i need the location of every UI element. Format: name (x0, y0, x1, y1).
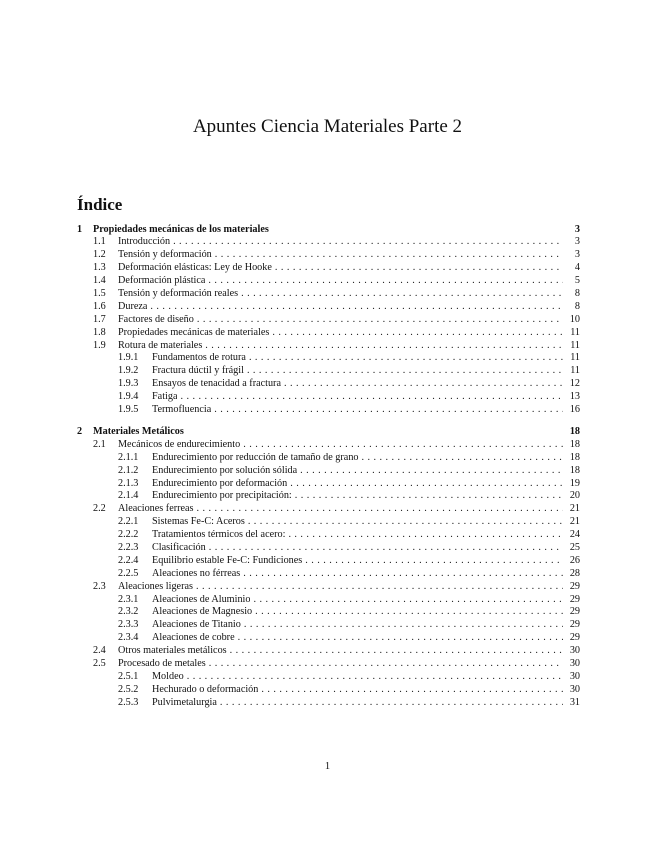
toc-dot-leader (209, 658, 563, 671)
toc-dot-leader (209, 542, 563, 555)
toc-dot-leader (220, 697, 563, 710)
toc-section-entry[interactable] (77, 439, 580, 452)
toc-subsection-entry[interactable] (77, 478, 580, 491)
toc-subsection-entry[interactable] (77, 555, 580, 568)
toc-entry-number: 1.6 (93, 300, 106, 312)
toc-entry-number: 2.2.1 (118, 516, 139, 528)
toc-entry-page: 20 (569, 490, 580, 502)
toc-entry-number: 2.5.3 (118, 696, 139, 708)
toc-entry-number: 2.2.2 (118, 529, 139, 541)
toc-section-entry[interactable] (77, 658, 580, 671)
toc-entry-label: Aleaciones de cobre (152, 632, 235, 644)
toc-dot-leader (214, 404, 563, 417)
toc-dot-leader (300, 465, 563, 478)
toc-entry-label: Endurecimiento por deformación (152, 477, 288, 489)
toc-entry-page: 18 (569, 438, 580, 450)
toc-dot-leader (249, 352, 563, 365)
toc-entry-label: Clasificación (152, 542, 206, 554)
toc-dot-leader (230, 645, 563, 658)
toc-chapter-2-block (77, 426, 580, 710)
toc-dot-leader (284, 378, 563, 391)
toc-entry-page: 4 (574, 262, 580, 274)
toc-entry-page: 16 (569, 403, 580, 415)
toc-entry-number: 1.4 (93, 275, 106, 287)
toc-entry-label: Tensión y deformación reales (118, 287, 239, 299)
toc-dot-leader (248, 516, 563, 529)
toc-entry-number: 2.3 (93, 580, 106, 592)
toc-section-entry[interactable] (77, 581, 580, 594)
toc-dot-leader (288, 529, 563, 542)
toc-entry-label: Dureza (118, 300, 148, 312)
toc-dot-leader (173, 236, 563, 249)
toc-subsection-entry[interactable] (77, 684, 580, 697)
toc-section-entry[interactable] (77, 301, 580, 314)
toc-entry-number: 2.1.2 (118, 464, 139, 476)
toc-subsection-entry[interactable] (77, 365, 580, 378)
toc-entry-page: 3 (574, 236, 580, 248)
toc-entry-label: Pulvimetalurgia (152, 696, 217, 708)
toc-dot-leader (275, 262, 563, 275)
toc-entry-label: Aleaciones no férreas (152, 567, 241, 579)
toc-entry-page: 5 (574, 275, 580, 287)
toc-heading: Índice (77, 195, 123, 214)
toc-entry-number: 1.9.4 (118, 391, 139, 403)
toc-entry-number: 1.3 (93, 262, 106, 274)
toc-section-entry[interactable] (77, 327, 580, 340)
toc-entry-page: 29 (569, 593, 580, 605)
toc-dot-leader (241, 288, 563, 301)
toc-entry-page: 24 (569, 529, 580, 541)
toc-subsection-entry[interactable] (77, 594, 580, 607)
toc-entry-label: Endurecimiento por precipitación: (152, 490, 292, 502)
toc-entry-label: Aleaciones de Aluminio (152, 593, 251, 605)
toc-entry-page: 29 (569, 632, 580, 644)
toc-entry-label: Endurecimiento por solución sólida (152, 464, 298, 476)
toc-subsection-entry[interactable] (77, 697, 580, 710)
toc-dot-leader (243, 439, 563, 452)
toc-entry-page: 31 (569, 696, 580, 708)
toc-subsection-entry[interactable] (77, 490, 580, 503)
toc-dot-leader (205, 340, 563, 353)
toc-entry-label: Aleaciones ferreas (118, 503, 194, 515)
toc-dot-leader (208, 275, 563, 288)
toc-entry-number: 2.2 (93, 503, 106, 515)
toc-entry-number: 1.9 (93, 339, 106, 351)
toc-entry-page: 12 (569, 378, 580, 390)
toc-entry-page: 29 (569, 619, 580, 631)
toc-entry-page: 21 (569, 516, 580, 528)
toc-entry-page: 11 (570, 352, 580, 364)
toc-dot-leader (180, 391, 563, 404)
toc-entry-label: Fundamentos de rotura (152, 352, 246, 364)
toc-subsection-entry[interactable] (77, 452, 580, 465)
toc-entry-label: Tensión y deformación (118, 249, 212, 261)
toc-subsection-entry[interactable] (77, 606, 580, 619)
toc-chapter-1-block (77, 224, 580, 417)
toc-dot-leader (197, 314, 563, 327)
toc-entry-number: 2.3.1 (118, 593, 139, 605)
toc-section-entry[interactable] (77, 249, 580, 262)
toc-entry-label: Fatiga (152, 391, 178, 403)
toc-subsection-entry[interactable] (77, 529, 580, 542)
toc-entry-label: Aleaciones de Titanio (152, 619, 241, 631)
toc-section-entry[interactable] (77, 262, 580, 275)
toc-entry-number: 2.1.1 (118, 451, 139, 463)
toc-entry-number: 2.3.4 (118, 632, 139, 644)
toc-entry-number: 2.3.3 (118, 619, 139, 631)
toc-subsection-entry[interactable] (77, 542, 580, 555)
toc-entry-page: 30 (569, 683, 580, 695)
toc-entry-number: 2.4 (93, 645, 106, 657)
toc-section-entry[interactable] (77, 288, 580, 301)
toc-chapter-entry[interactable] (77, 426, 580, 439)
toc-entry-label: Introducción (118, 236, 171, 248)
toc-section-entry[interactable] (77, 236, 580, 249)
toc-entry-page: 8 (574, 287, 580, 299)
toc-entry-page: 18 (569, 451, 580, 463)
toc-entry-label: Equilibrio estable Fe-C: Fundiciones (152, 554, 303, 566)
toc-entry-label: Aleaciones ligeras (118, 580, 193, 592)
toc-dot-leader (243, 568, 563, 581)
toc-section-entry[interactable] (77, 275, 580, 288)
toc-entry-number: 1.9.5 (118, 403, 139, 415)
toc-entry-page: 28 (569, 567, 580, 579)
toc-entry-label: Deformación plástica (118, 275, 206, 287)
toc-dot-leader (362, 452, 563, 465)
toc-entry-page: 30 (569, 645, 580, 657)
toc-entry-number: 1.5 (93, 287, 106, 299)
toc-subsection-entry[interactable] (77, 516, 580, 529)
document-title: Apuntes Ciencia Materiales Parte 2 (192, 116, 463, 137)
toc-entry-number: 1.9.3 (118, 378, 139, 390)
toc-entry-number: 2.2.5 (118, 567, 139, 579)
toc-entry-page: 11 (570, 326, 580, 338)
toc-entry-number: 1 (77, 223, 83, 235)
toc-entry-number: 2.3.2 (118, 606, 139, 618)
toc-entry-page: 8 (574, 300, 580, 312)
toc-subsection-entry[interactable] (77, 632, 580, 645)
toc-entry-number: 1.1 (93, 236, 106, 248)
toc-entry-label: Procesado de metales (118, 658, 206, 670)
toc-subsection-entry[interactable] (77, 619, 580, 632)
toc-entry-page: 11 (570, 339, 580, 351)
toc-entry-label: Termofluencia (152, 403, 212, 415)
toc-dot-leader (305, 555, 563, 568)
toc-entry-number: 2.5.2 (118, 683, 139, 695)
toc-dot-leader (295, 490, 563, 503)
toc-chapter-entry[interactable] (77, 224, 580, 237)
toc-entry-label: Deformación elásticas: Ley de Hooke (118, 262, 272, 274)
toc-entry-number: 2 (77, 426, 83, 437)
toc-entry-label: Fractura dúctil y frágil (152, 365, 244, 377)
toc-entry-page: 25 (569, 542, 580, 554)
toc-subsection-entry[interactable] (77, 352, 580, 365)
toc-entry-page: 18 (569, 426, 580, 437)
toc-section-entry[interactable] (77, 645, 580, 658)
toc-subsection-entry[interactable] (77, 391, 580, 404)
toc-entry-page: 3 (574, 223, 580, 235)
toc-dot-leader (261, 684, 563, 697)
toc-entry-number: 1.2 (93, 249, 106, 261)
toc-dot-leader (150, 301, 563, 314)
toc-entry-page: 21 (569, 503, 580, 515)
toc-entry-label: Moldeo (152, 670, 184, 682)
toc-entry-page: 29 (569, 580, 580, 592)
toc-entry-page: 26 (569, 554, 580, 566)
toc-entry-page: 29 (569, 606, 580, 618)
toc-subsection-entry[interactable] (77, 671, 580, 684)
toc-entry-number: 1.9.2 (118, 365, 139, 377)
toc-entry-label: Aleaciones de Magnesio (152, 606, 253, 618)
toc-subsection-entry[interactable] (77, 404, 580, 417)
toc-entry-label: Propiedades mecánicas de materiales (118, 326, 270, 338)
toc-entry-label: Hechurado o deformación (152, 683, 259, 695)
toc-entry-number: 2.2.3 (118, 542, 139, 554)
toc-entry-label: Factores de diseño (118, 313, 194, 325)
toc-dot-leader (238, 632, 563, 645)
toc-dot-leader (244, 619, 563, 632)
toc-entry-number: 2.1.4 (118, 490, 139, 502)
toc-entry-number: 1.7 (93, 313, 106, 325)
toc-entry-label: Materiales Metálicos (93, 426, 184, 437)
toc-dot-leader (197, 503, 563, 516)
toc-entry-number: 2.5 (93, 658, 106, 670)
toc-section-entry[interactable] (77, 314, 580, 327)
toc-entry-page: 30 (569, 658, 580, 670)
toc-dot-leader (290, 478, 563, 491)
toc-subsection-entry[interactable] (77, 378, 580, 391)
toc-subsection-entry[interactable] (77, 465, 580, 478)
toc-entry-page: 13 (569, 391, 580, 403)
toc-dot-leader (247, 365, 563, 378)
toc-entry-label: Ensayos de tenacidad a fractura (152, 378, 281, 390)
page-number: 1 (324, 761, 331, 772)
toc-entry-label: Rotura de materiales (118, 339, 203, 351)
toc-entry-page: 3 (574, 249, 580, 261)
toc-entry-label: Endurecimiento por reducción de tamaño de grano (152, 451, 359, 463)
toc-entry-page: 30 (569, 670, 580, 682)
toc-entry-label: Mecánicos de endurecimiento (118, 438, 241, 450)
toc-entry-page: 11 (570, 365, 580, 377)
toc-entry-label: Tratamientos térmicos del acero: (152, 529, 286, 541)
toc-dot-leader (215, 249, 563, 262)
toc-entry-label: Sistemas Fe-C: Aceros (152, 516, 245, 528)
toc-dot-leader (272, 327, 563, 340)
toc-dot-leader (253, 594, 563, 607)
toc-entry-number: 2.5.1 (118, 670, 139, 682)
toc-dot-leader (196, 581, 563, 594)
toc-section-entry[interactable] (77, 340, 580, 353)
toc-entry-page: 19 (569, 477, 580, 489)
toc-section-entry[interactable] (77, 503, 580, 516)
toc-entry-label: Propiedades mecánicas de los materiales (93, 223, 269, 235)
toc-dot-leader (187, 671, 563, 684)
toc-entry-number: 1.8 (93, 326, 106, 338)
toc-dot-leader (255, 606, 563, 619)
toc-entry-number: 2.1 (93, 438, 106, 450)
toc-entry-label: Otros materiales metálicos (118, 645, 227, 657)
toc-entry-number: 1.9.1 (118, 352, 139, 364)
toc-entry-page: 10 (569, 313, 580, 325)
toc-entry-number: 2.1.3 (118, 477, 139, 489)
toc-subsection-entry[interactable] (77, 568, 580, 581)
toc-entry-page: 18 (569, 464, 580, 476)
toc-entry-number: 2.2.4 (118, 554, 139, 566)
